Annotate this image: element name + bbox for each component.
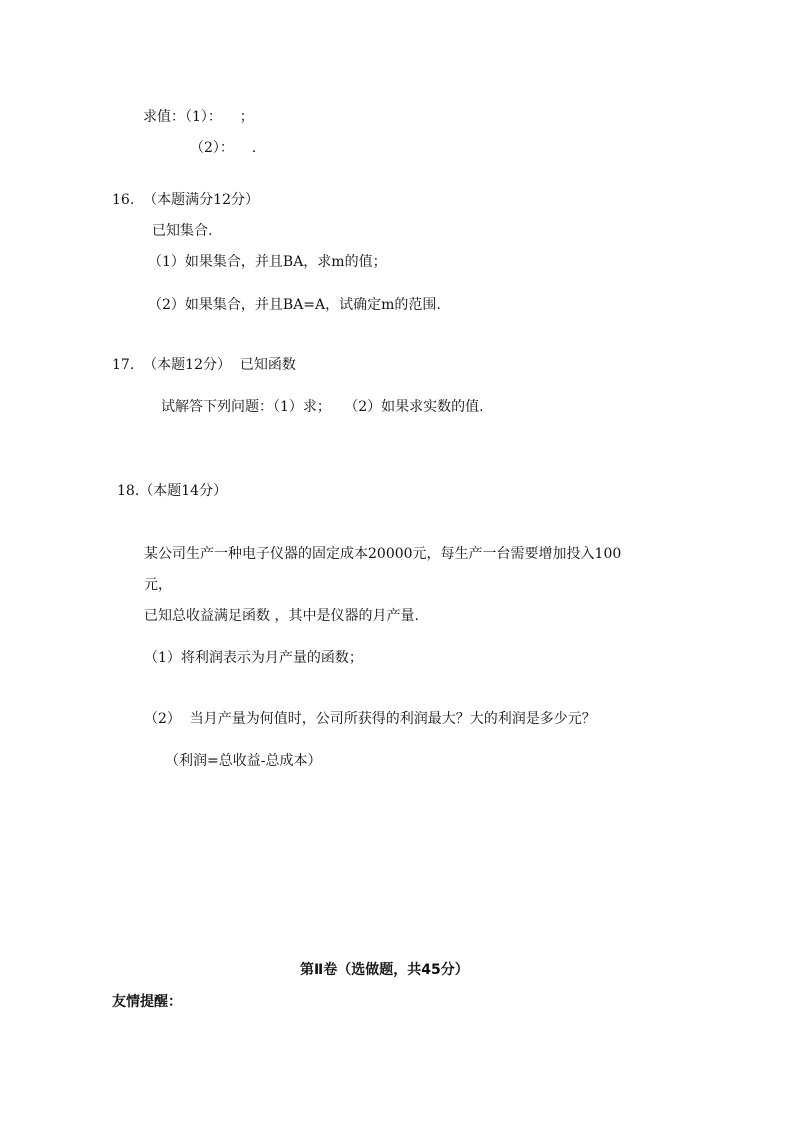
q18-note: （利润=总收益-总成本）: [165, 753, 322, 769]
q18-part-1: （1）将利润表示为月产量的函数；: [144, 650, 363, 666]
reminder-label: 友情提醒：: [112, 994, 182, 1010]
q18-part-2: （2） 当月产量为何值时，公司所获得的利润最大？大的利润是多少元？: [144, 711, 596, 727]
q16-part-2: （2）如果集合，并且BA=A，试确定m的范围.: [148, 297, 441, 313]
section-2-title: 第Ⅱ卷（选做题，共45分）: [300, 962, 469, 978]
q17-task: 试解答下列问题：（1）求； （2）如果求实数的值.: [161, 399, 484, 415]
q18-header: 18.（本题14分）: [117, 483, 228, 499]
q15-value-line-2: （2）： .: [190, 140, 257, 156]
q15-value-line-1: 求值：（1）： ；: [143, 109, 254, 125]
q16-part-1: （1）如果集合，并且BA，求m的值；: [148, 254, 387, 270]
q18-text-line-3: 已知总收益满足函数 ，其中是仪器的月产量.: [144, 608, 419, 624]
q18-text-line-1: 某公司生产一种电子仪器的固定成本20000元，每生产一台需要增加投入100: [144, 546, 622, 562]
q17-header: 17. （本题12分） 已知函数: [112, 357, 296, 373]
q16-header: 16. （本题满分12分）: [112, 192, 259, 208]
q16-intro: 已知集合.: [152, 223, 213, 239]
q18-text-line-2: 元，: [144, 577, 172, 593]
